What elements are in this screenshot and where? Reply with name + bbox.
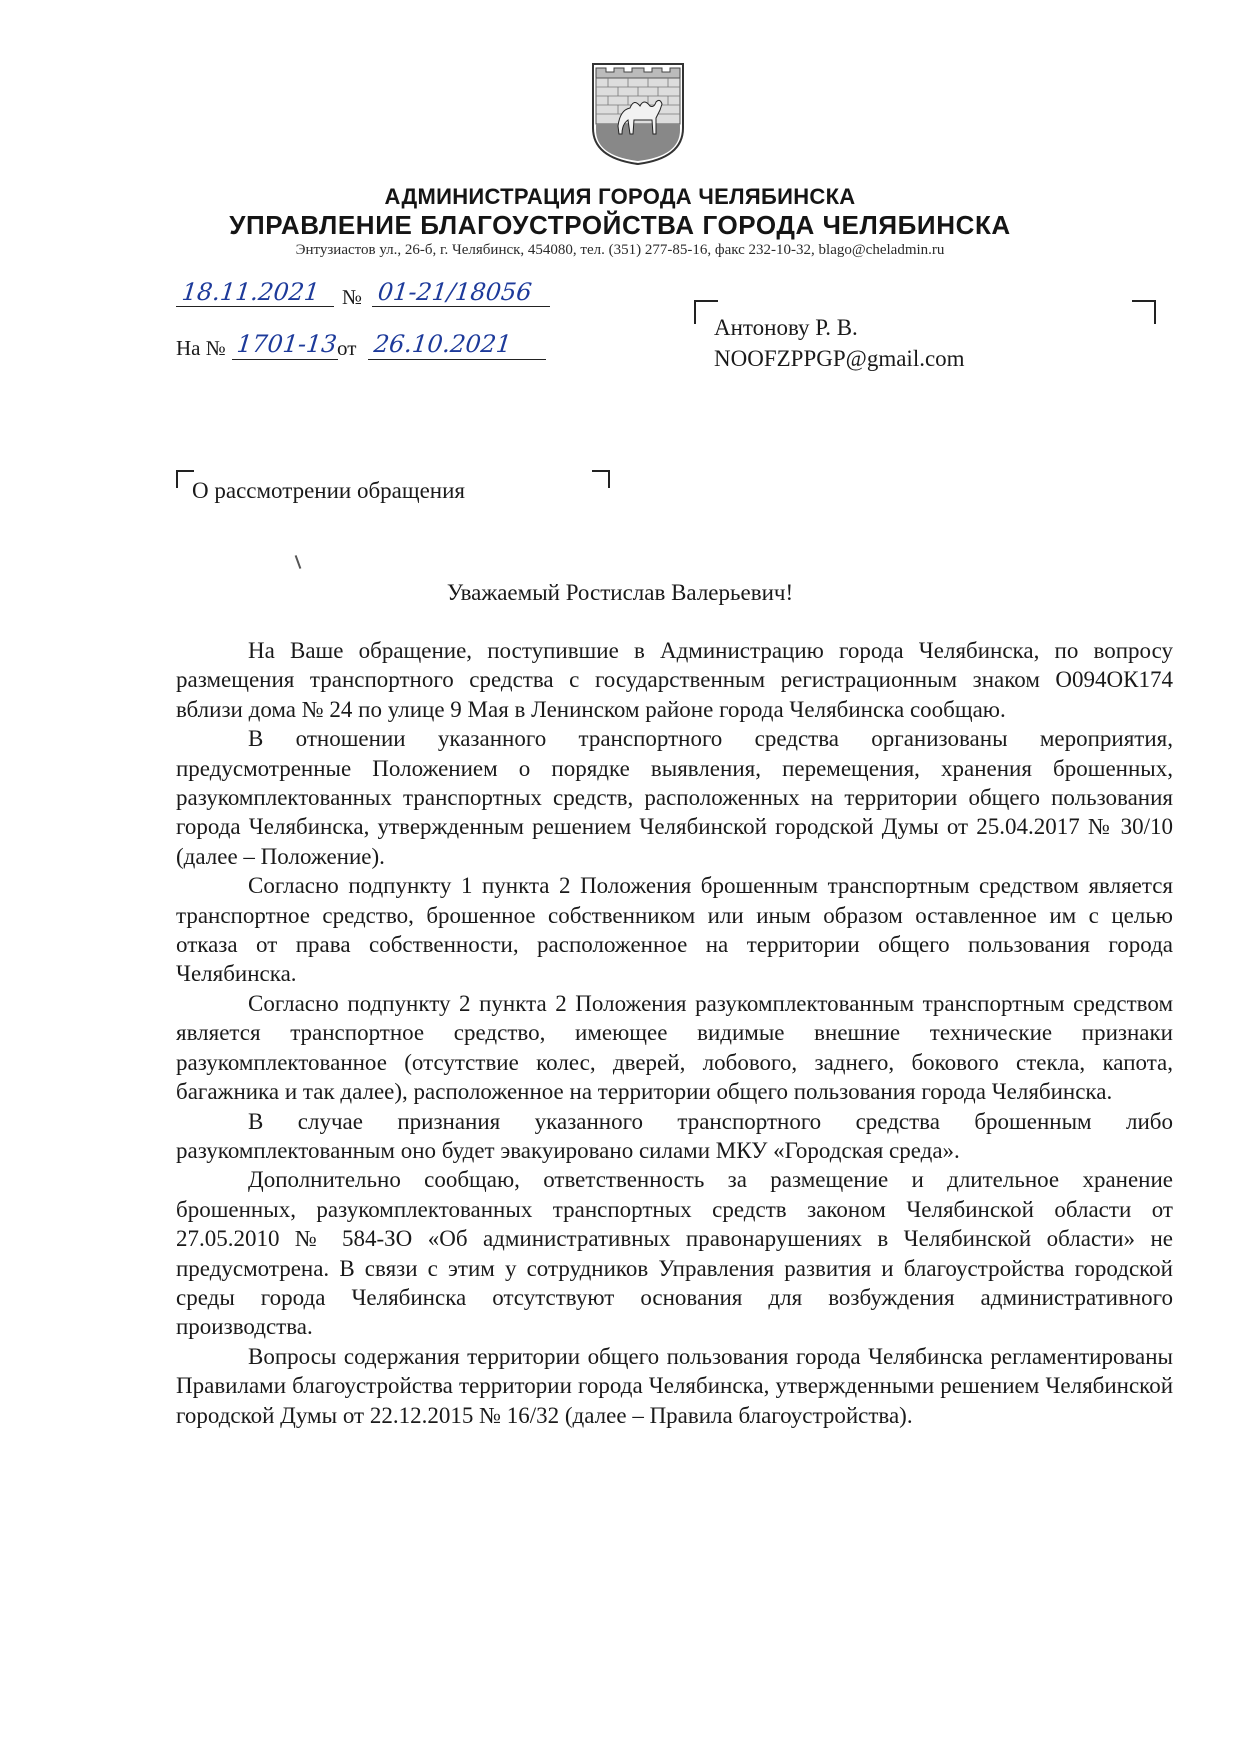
subject-corner-right	[592, 470, 610, 488]
letter-subject: О рассмотрении обращения	[192, 478, 465, 503]
greeting: Уважаемый Ростислав Валерьевич!	[446, 580, 794, 605]
chelyabinsk-coat-of-arms-icon	[588, 58, 688, 166]
outgoing-date: 18.11.2021	[180, 278, 321, 306]
outgoing-number: 01-21/18056	[376, 278, 534, 306]
body-paragraph: В отношении указанного транспортного средства организованы мероприятия, предусмотренные Положением о порядке выявления, перемещения, хранения брошенных, разукомплектованных транспортных средств, расположенных на территории общего пользования города Челябинска, утвержденным решением Челябинской городской Думы от 25.04.2017 № 30/10 (далее – Положение).	[176, 726, 1173, 869]
body-paragraph: Согласно подпункту 1 пункта 2 Положения брошенным транспортным средством является транспортное средство, брошенное собственником или иным образом оставленное им с целью отказа от права собственности, расположенное на территории общего пользования города Челябинска.	[176, 873, 1173, 987]
reference-label: На №	[176, 336, 226, 360]
number-underline	[372, 306, 550, 307]
recipient-email: NOOFZPPGP@gmail.com	[714, 346, 965, 371]
scan-mark	[295, 555, 302, 569]
body-paragraph: Согласно подпункту 2 пункта 2 Положения разукомплектованным транспортным средством является транспортное средство, имеющее видимые внешние технические признаки разукомплектованное (отсутствие колес, дверей, лобового, заднего, бокового стекла, капота, багажника и так далее), расположенное на территории общего пользования города Челябинска.	[176, 990, 1173, 1105]
body-paragraph: В случае признания указанного транспортного средства брошенным либо разукомплектованным оно будет эвакуировано силами МКУ «Городская среда».	[176, 1108, 1173, 1163]
department-name: УПРАВЛЕНИЕ БЛАГОУСТРОЙСТВА ГОРОДА ЧЕЛЯБИНСКА	[229, 210, 1011, 240]
reference-from-label: от	[337, 336, 357, 360]
reference-date-underline	[368, 359, 546, 360]
recipient-corner-right	[1132, 300, 1156, 324]
reference-number-underline	[232, 359, 338, 360]
number-label: №	[342, 285, 363, 309]
body-paragraph: Вопросы содержания территории общего пользования города Челябинска регламентированы Правилами благоустройства территории города Челябинска, утвержденными решением Челябинской городской Думы от 22.12.2015 № 16/32 (далее – Правила благоустройства).	[176, 1343, 1173, 1428]
reference-number: 1701-13	[235, 330, 339, 358]
date-underline	[176, 306, 334, 307]
letter-body	[176, 636, 1173, 1430]
body-paragraph: Дополнительно сообщаю, ответственность за размещение и длительное хранение брошенных, разукомплектованных транспортных средств законом Челябинской области от 27.05.2010 № 584-ЗО «Об административных правонарушениях в Челябинской области» не предусмотрена. В связи с этим у сотрудников Управления развития и благоустройства городской среды города Челябинска отсутствуют основания для возбуждения административного производства.	[176, 1167, 1173, 1340]
organization-address: Энтузиастов ул., 26-б, г. Челябинск, 454080, тел. (351) 277-85-16, факс 232-10-32, blago@cheladmin.ru	[295, 242, 945, 258]
reference-date: 26.10.2021	[372, 330, 513, 358]
body-paragraph: На Ваше обращение, поступившие в Администрацию города Челябинска, по вопросу размещения транспортного средства с государственным регистрационным знаком О094ОК174 вблизи дома № 24 по улице 9 Мая в Ленинском районе города Челябинска сообщаю.	[176, 638, 1173, 722]
recipient-name: Антонову Р. В.	[714, 315, 858, 340]
recipient-block	[714, 312, 965, 374]
organization-name: АДМИНИСТРАЦИЯ ГОРОДА ЧЕЛЯБИНСКА	[384, 184, 856, 209]
